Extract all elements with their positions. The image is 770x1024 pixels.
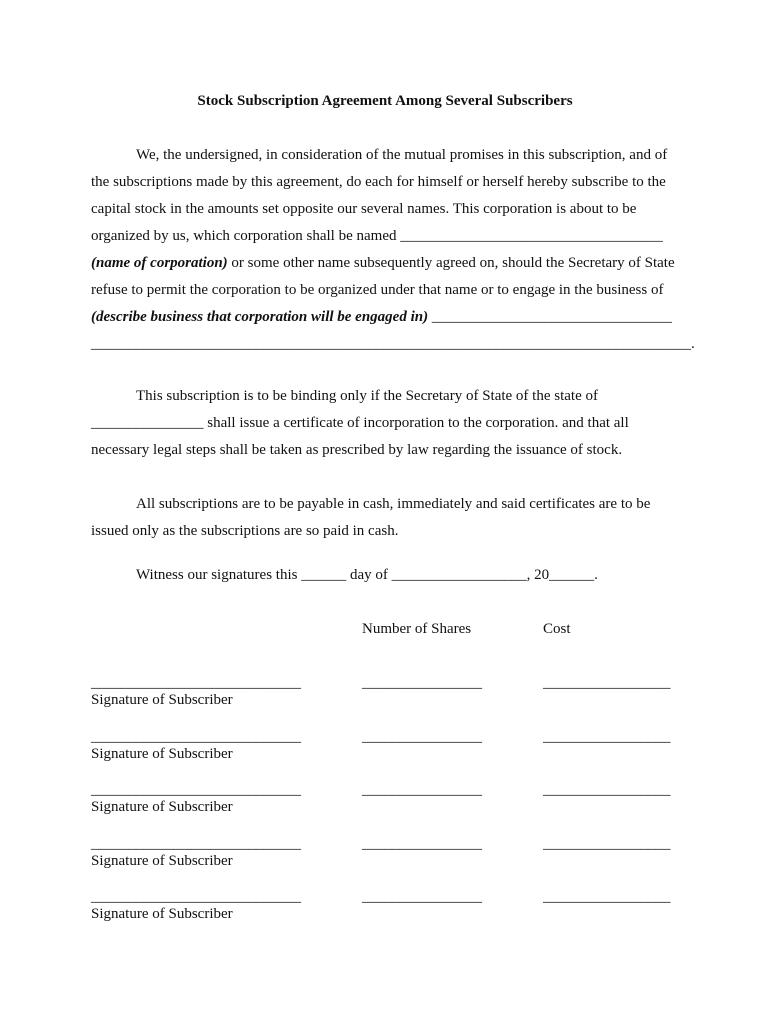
signature-line: ____________________________ [91,675,301,691]
intro-line: capital stock in the amounts set opposite our several names. This corporation is about to be [91,201,637,217]
intro-line: We, the undersigned, in consideration of the mutual promises in this subscription, and of [136,147,668,163]
corporation-name-label: (name of corporation) [91,255,228,271]
binding-paragraph [91,383,691,464]
intro-paragraph [91,142,695,358]
shares-line: ________________ [362,729,482,745]
binding-line: necessary legal steps shall be taken as prescribed by law regarding the issuance of stock. [91,442,623,458]
witness-paragraph [91,562,691,589]
witness-line: Witness our signatures this ______ day of __________________, 20______. [136,567,598,583]
business-blank: ________________________________ [428,309,672,325]
signature-label: Signature of Subscriber [91,853,233,869]
intro-line-text: or some other name subsequently agreed on, should the Secretary of State [227,255,675,271]
signature-label: Signature of Subscriber [91,746,233,762]
cost-line: _________________ [543,675,671,691]
document-title: Stock Subscription Agreement Among Several Subscribers [197,93,573,109]
signature-label: Signature of Subscriber [91,692,233,708]
column-header-shares: Number of Shares [362,621,472,637]
cost-line: _________________ [543,782,671,798]
payment-line: issued only as the subscriptions are so paid in cash. [91,523,399,539]
signature-line: ____________________________ [91,836,301,852]
binding-line: This subscription is to be binding only if the Secretary of State of the state of [136,388,598,404]
business-description-label: (describe business that corporation will be engaged in) [91,309,429,325]
shares-line: ________________ [362,675,482,691]
shares-line: ________________ [362,889,482,905]
cost-line: _________________ [543,889,671,905]
signature-line: ____________________________ [91,782,301,798]
signature-label: Signature of Subscriber [91,799,233,815]
binding-line-state: _______________ shall issue a certificate of incorporation to the corporation. and that all [91,415,629,431]
shares-line: ________________ [362,782,482,798]
signature-line: ____________________________ [91,889,301,905]
cost-line: _________________ [543,836,671,852]
signature-line: ____________________________ [91,729,301,745]
shares-line: ________________ [362,836,482,852]
intro-line [91,304,691,331]
business-blank-line: ________________________________________________________________________________. [91,336,695,352]
payment-paragraph [91,491,691,545]
signature-label: Signature of Subscriber [91,906,233,922]
intro-line [91,250,691,277]
column-header-cost: Cost [543,621,571,637]
payment-line: All subscriptions are to be payable in cash, immediately and said certificates are to be [136,496,651,512]
intro-line-corporation-name: organized by us, which corporation shall be named ___________________________________ [91,228,663,244]
intro-line: the subscriptions made by this agreement, do each for himself or herself hereby subscribe to the [91,174,666,190]
cost-line: _________________ [543,729,671,745]
intro-line: refuse to permit the corporation to be organized under that name or to engage in the business of [91,282,664,298]
